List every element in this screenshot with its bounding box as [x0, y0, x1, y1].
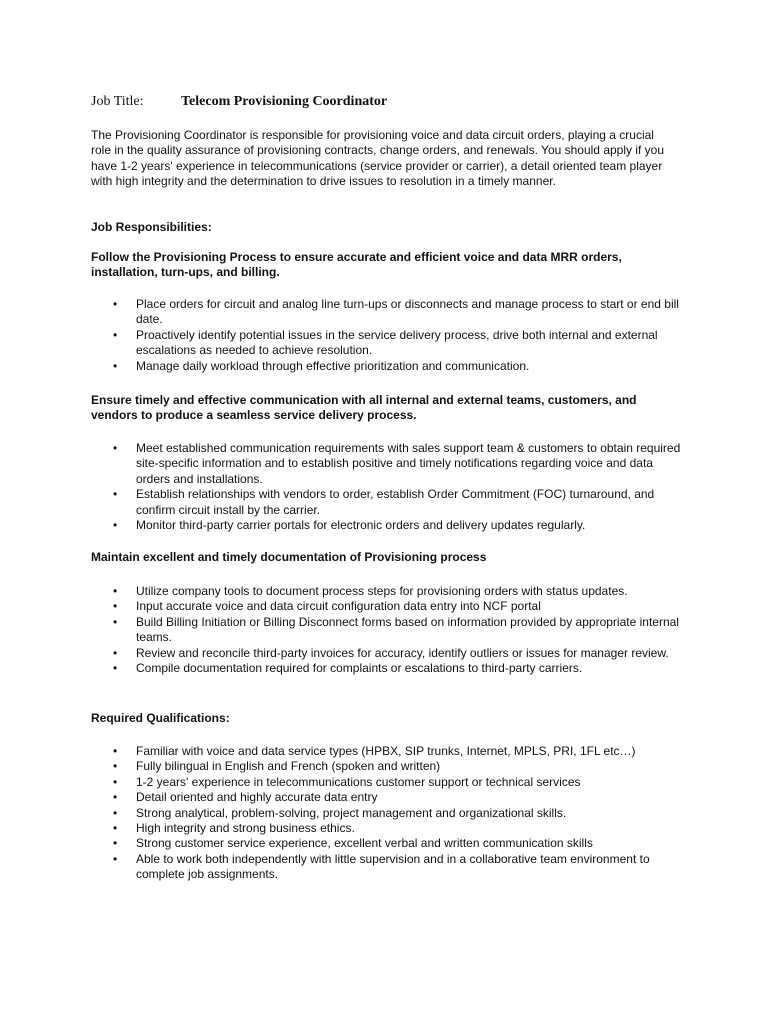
list-item: • Proactively identify potential issues in the service delivery process, drive both internal and external escalations as needed to achieve resolution. — [91, 328, 681, 359]
list-item: • Compile documentation required for complaints or escalations to third-party carriers. — [91, 661, 681, 676]
section-heading-communication: Ensure timely and effective communication with all internal and external teams, customers, and vendors to produce a seamless service delivery process. — [91, 393, 637, 423]
provisioning-process-list — [91, 297, 681, 374]
qualifications-heading: Required Qualifications: — [91, 711, 230, 725]
list-item: • Strong analytical, problem-solving, project management and organizational skills. — [91, 806, 681, 821]
list-item: • Fully bilingual in English and French (spoken and written) — [91, 759, 681, 774]
job-title-row — [91, 94, 691, 114]
list-item: • Establish relationships with vendors to order, establish Order Commitment (FOC) turnaround, and confirm circuit install by the carrier. — [91, 487, 681, 518]
intro-paragraph: The Provisioning Coordinator is responsible for provisioning voice and data circuit orders, playing a crucial role in the quality assurance of provisioning contracts, change orders, and renewals. You should apply if you have 1-2 years' experience in telecommunications (service provider or carrier), a detail oriented team player with high integrity and the determination to drive issues to resolution in a timely manner. — [91, 128, 665, 188]
list-item: • Able to work both independently with little supervision and in a collaborative team environment to complete job assignments. — [91, 852, 681, 883]
list-item: • High integrity and strong business ethics. — [91, 821, 681, 836]
list-item: • Manage daily workload through effective prioritization and communication. — [91, 359, 681, 374]
list-item: • Input accurate voice and data circuit configuration data entry into NCF portal — [91, 599, 681, 614]
list-item: • Monitor third-party carrier portals for electronic orders and delivery updates regularly. — [91, 518, 681, 533]
section-heading-documentation: Maintain excellent and timely documentation of Provisioning process — [91, 550, 487, 564]
communication-list — [91, 441, 681, 533]
list-item: • Build Billing Initiation or Billing Disconnect forms based on information provided by appropriate internal teams. — [91, 615, 681, 646]
job-title-value: Telecom Provisioning Coordinator — [181, 94, 388, 109]
list-item: • Strong customer service experience, excellent verbal and written communication skills — [91, 836, 681, 851]
section-heading-provisioning-process: Follow the Provisioning Process to ensure accurate and efficient voice and data MRR orders, installation, turn-ups, and billing. — [91, 250, 622, 280]
list-item: • Place orders for circuit and analog line turn-ups or disconnects and manage process to start or end bill date. — [91, 297, 681, 328]
list-item: • Familiar with voice and data service types (HPBX, SIP trunks, Internet, MPLS, PRI, 1FL etc…) — [91, 744, 681, 759]
qualifications-list — [91, 744, 681, 883]
responsibilities-heading: Job Responsibilities: — [91, 220, 212, 234]
documentation-list — [91, 584, 681, 676]
list-item: • Review and reconcile third-party invoices for accuracy, identify outliers or issues for manager review. — [91, 646, 681, 661]
list-item: • Utilize company tools to document process steps for provisioning orders with status updates. — [91, 584, 681, 599]
list-item: • 1-2 years' experience in telecommunications customer support or technical services — [91, 775, 681, 790]
list-item: • Detail oriented and highly accurate data entry — [91, 790, 681, 805]
job-title-label: Job Title: — [91, 94, 144, 109]
list-item: • Meet established communication requirements with sales support team & customers to obtain required site-specific information and to establish positive and timely notifications regarding voice and data orders and installations. — [91, 441, 681, 487]
